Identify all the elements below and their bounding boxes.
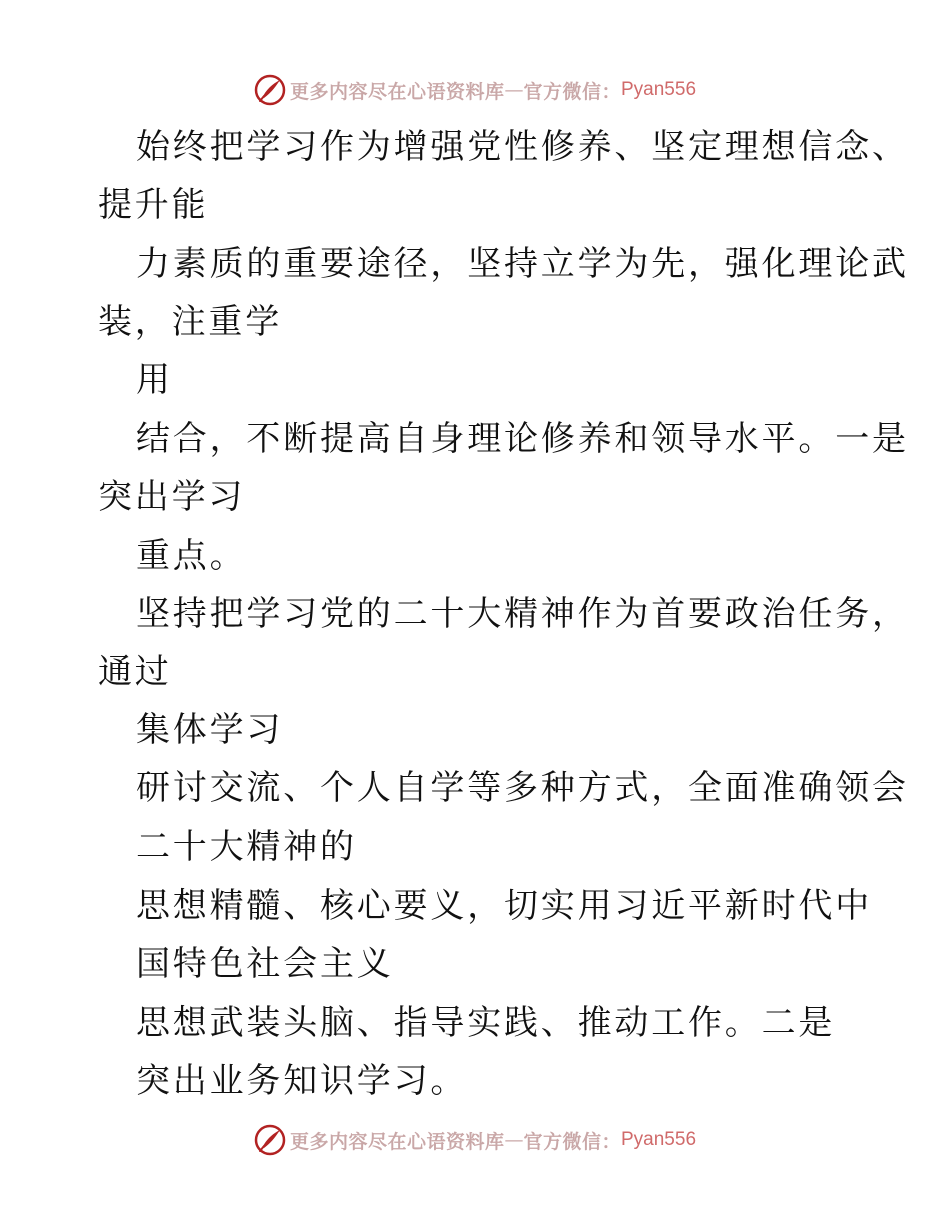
body-line: 用 [136, 360, 173, 400]
red-quill-logo-icon [254, 1124, 286, 1156]
body-line: 装，注重学 [98, 302, 282, 342]
body-line: 通过 [98, 652, 172, 692]
banner-title: 更多内容尽在心语资料库 [289, 1130, 505, 1153]
body-line: 国特色社会主义 [136, 944, 394, 984]
body-line: 二十大精神的 [136, 827, 357, 867]
banner-separator: — [504, 79, 524, 101]
banner-separator: — [504, 1129, 524, 1151]
footer-banner [0, 1120, 950, 1160]
body-line: 集体学习 [136, 710, 284, 750]
body-line: 提升能 [98, 185, 209, 225]
body-line: 突出学习 [98, 477, 246, 517]
body-line: 始终把学习作为增强党性修养、坚定理想信念、 [136, 127, 909, 167]
body-line: 力素质的重要途径，坚持立学为先，强化理论武 [136, 244, 909, 284]
body-line: 思想武装头脑、指导实践、推动工作。二是 [136, 1003, 836, 1043]
body-line: 思想精髓、核心要义，切实用习近平新时代中 [136, 886, 872, 926]
body-line: 结合，不断提高自身理论修养和领导水平。一是 [136, 419, 909, 459]
banner-wechat-id: Pyan556 [621, 1129, 697, 1150]
red-quill-logo-icon [254, 74, 286, 106]
banner-wechat-label: 官方微信： [523, 80, 621, 103]
banner-title: 更多内容尽在心语资料库 [289, 80, 505, 103]
banner-wechat-id: Pyan556 [621, 79, 697, 100]
body-line: 坚持把学习党的二十大精神作为首要政治任务， [136, 594, 909, 634]
body-line: 研讨交流、个人自学等多种方式，全面准确领会 [136, 768, 909, 808]
header-banner [0, 70, 950, 110]
body-line: 突出业务知识学习。 [136, 1061, 468, 1101]
body-line: 重点。 [136, 536, 247, 576]
banner-wechat-label: 官方微信： [523, 1130, 621, 1153]
